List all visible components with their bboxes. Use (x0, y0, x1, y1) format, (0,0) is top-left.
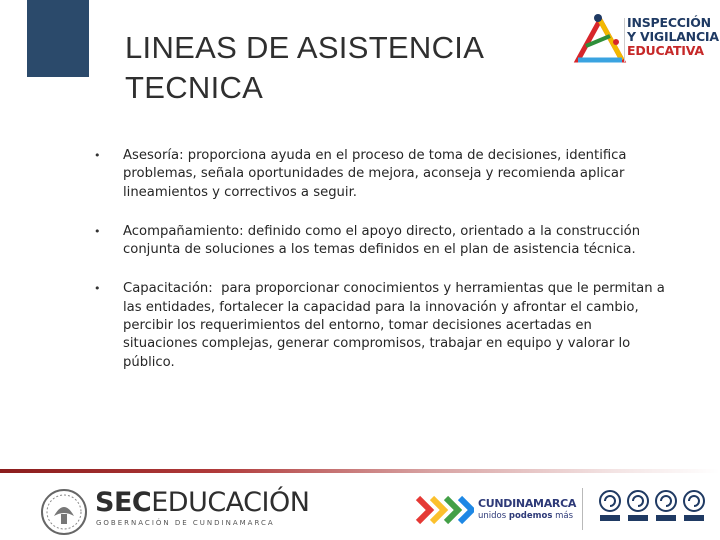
certification-badge-icon (598, 490, 622, 524)
cundinamarca-slogan (478, 511, 573, 521)
slogan-part-2: podemos (508, 511, 553, 521)
item-term: Asesoría: (123, 148, 184, 163)
certification-badge-icon (654, 490, 678, 524)
sec-bold: SEC (95, 487, 152, 518)
bullet-list (88, 147, 668, 393)
accent-square (27, 0, 89, 77)
title-line-2: TECNICA (125, 70, 264, 105)
item-term: Acompañamiento: (123, 223, 244, 239)
sec-rest: EDUCACIÓN (151, 487, 310, 518)
cundinamarca-logo-icon (414, 494, 474, 526)
list-item-asesoria (88, 147, 668, 202)
gobernacion-subtitle: GOBERNACIÓN DE CUNDINAMARCA (96, 519, 275, 527)
certification-badge-icon (626, 490, 650, 524)
item-text (123, 223, 668, 260)
page-title (125, 28, 484, 108)
item-description: proporciona ayuda en el proceso de toma de decisiones, identifica problemas, señala oportunidades de mejora, aconseja y recomienda aplicar lineamientos y correctivos a seguir. (123, 148, 627, 200)
item-text (123, 147, 668, 202)
title-line-1: LINEAS DE ASISTENCIA (125, 30, 485, 65)
slogan-part-3: más (552, 511, 574, 521)
seceducacion-wordmark (95, 488, 309, 518)
bullet-icon: • (94, 149, 101, 162)
slogan-part-1: unidos (478, 511, 509, 521)
bullet-icon: • (94, 282, 101, 296)
certification-badge-icon (682, 490, 706, 524)
inspeccion-vigilancia-wordmark (627, 16, 719, 58)
item-term: Capacitación: (123, 281, 213, 297)
item-description: para proporcionar conocimientos y herramientas que le permitan a las entidades, fortalecer la capacidad para la innovación y afrontar el cambio, percibir los requerimientos del entorno, tomar decisiones acertadas en situaciones complejas, generar compromisos, trabajar en equipo y valorar lo público. (123, 281, 670, 370)
list-item-acompanamiento (88, 223, 668, 260)
logo-line-2: Y VIGILANCIA (627, 29, 719, 44)
item-text (123, 280, 668, 371)
footer-vertical-divider (582, 488, 583, 530)
cundinamarca-name: CUNDINAMARCA (478, 497, 577, 510)
list-item-capacitacion (88, 280, 668, 371)
footer-divider-line (0, 469, 720, 473)
bullet-icon: • (94, 224, 101, 238)
logo-line-1: INSPECCIÓN (627, 15, 711, 30)
gobernacion-seal-icon (40, 488, 88, 536)
item-description: definido como el apoyo directo, orientado a la construcción conjunta de soluciones a los temas definidos en el plan de asistencia técnica. (123, 223, 641, 258)
logo-line-3: EDUCATIVA (627, 43, 704, 58)
